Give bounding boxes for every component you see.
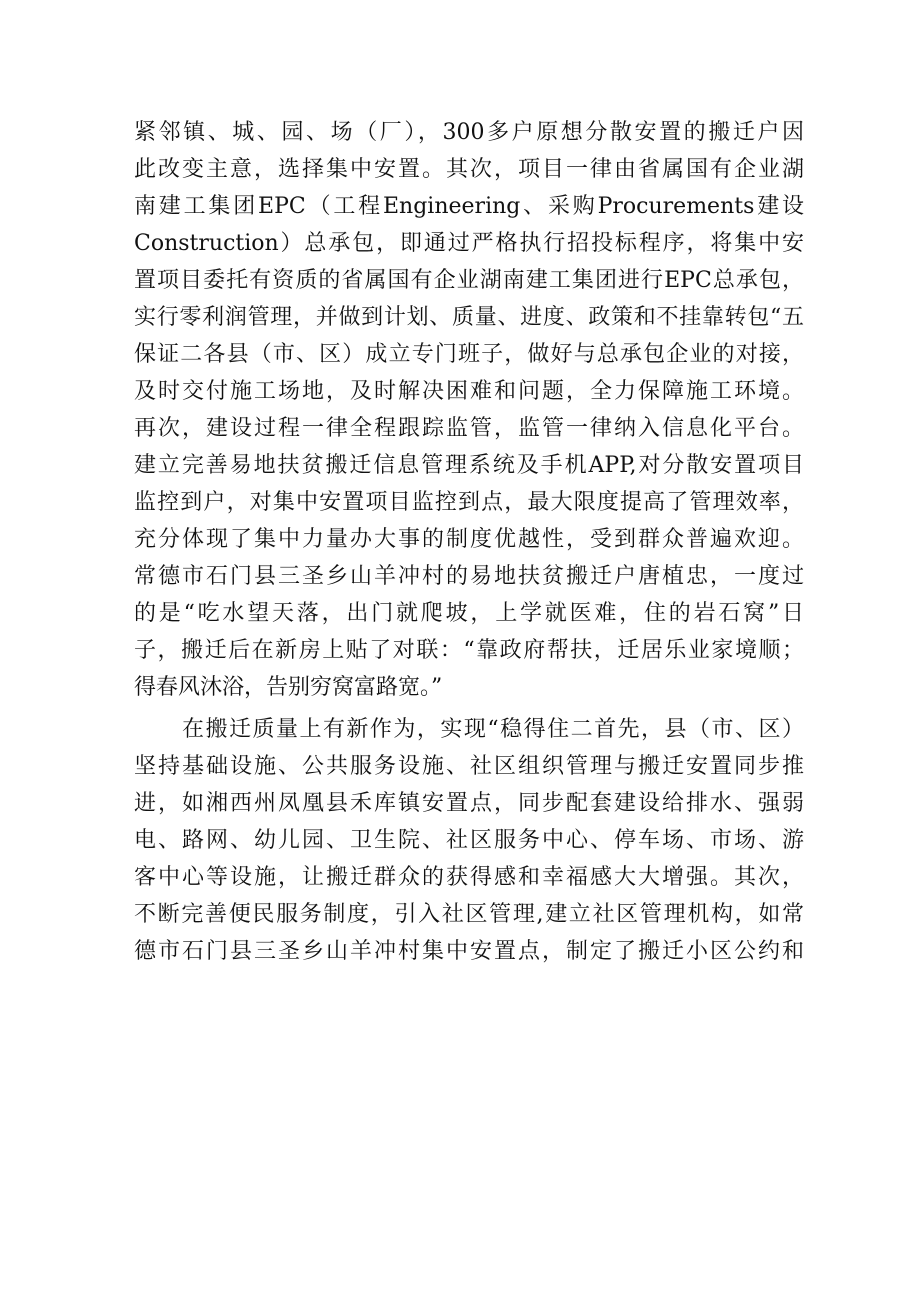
text-line: 常德市石门县三圣乡山羊冲村的易地扶贫搬迁户唐植忠，一度过 (134, 564, 804, 589)
text-line: 电、路网、幼儿园、卫生院、社区服务中心、停车场、市场、游 (134, 828, 804, 853)
text-line: 再次，建设过程一律全程跟踪监管，监管一律纳入信息化平台。 (134, 416, 804, 441)
text-line: 在搬迁质量上有新作为，实现“稳得住二首先，县（市、区） (182, 717, 804, 742)
text-line: 得春风沐浴，告别穷窝富路宽。” (134, 675, 443, 700)
text-line: 此改变主意，选择集中安置。其次，项目一律由省属国有企业湖 (134, 157, 804, 182)
text-line: 坚持基础设施、公共服务设施、社区组织管理与搬迁安置同步推 (134, 754, 804, 779)
text-line: 置项目委托有资质的省属国有企业湖南建工集团进行EPC总承包， (134, 268, 804, 293)
text-line: 充分体现了集中力量办大事的制度优越性，受到群众普遍欢迎。 (134, 527, 804, 552)
text-line: 实行零利润管理，并做到计划、质量、进度、政策和不挂靠转包“五 (134, 305, 804, 330)
text-line: 进，如湘西州凤凰县禾库镇安置点，同步配套建设给排水、强弱 (134, 791, 804, 816)
text-line: 南建工集团EPC（工程Engineering、采购Procurements建设 (134, 194, 804, 219)
text-line: 客中心等设施，让搬迁群众的获得感和幸福感大大增强。其次， (134, 865, 804, 890)
paragraph-2 (134, 711, 804, 970)
paragraph-1 (134, 114, 804, 706)
text-line: 保证二各县（市、区）成立专门班子，做好与总承包企业的对接， (134, 342, 804, 367)
text-line: 监控到户，对集中安置项目监控到点，最大限度提高了管理效率， (134, 490, 804, 515)
text-line: 的是“吃水望天落，出门就爬坡，上学就医难，住的岩石窝”日 (134, 601, 804, 626)
text-line: 子，搬迁后在新房上贴了对联：“靠政府帮扶，迁居乐业家境顺； (134, 638, 804, 663)
body-text (134, 114, 804, 970)
text-line: 德市石门县三圣乡山羊冲村集中安置点，制定了搬迁小区公约和 (134, 939, 804, 964)
text-line: 紧邻镇、城、园、场（厂），300多户原想分散安置的搬迁户因 (134, 120, 804, 145)
text-line: 及时交付施工场地，及时解决困难和问题，全力保障施工环境。 (134, 379, 804, 404)
text-line: 建立完善易地扶贫搬迁信息管理系统及手机APP,对分散安置项目 (134, 453, 804, 478)
text-line: 不断完善便民服务制度，引入社区管理,建立社区管理机构，如常 (134, 902, 804, 927)
text-line: Construction）总承包，即通过严格执行招投标程序，将集中安 (134, 231, 804, 256)
